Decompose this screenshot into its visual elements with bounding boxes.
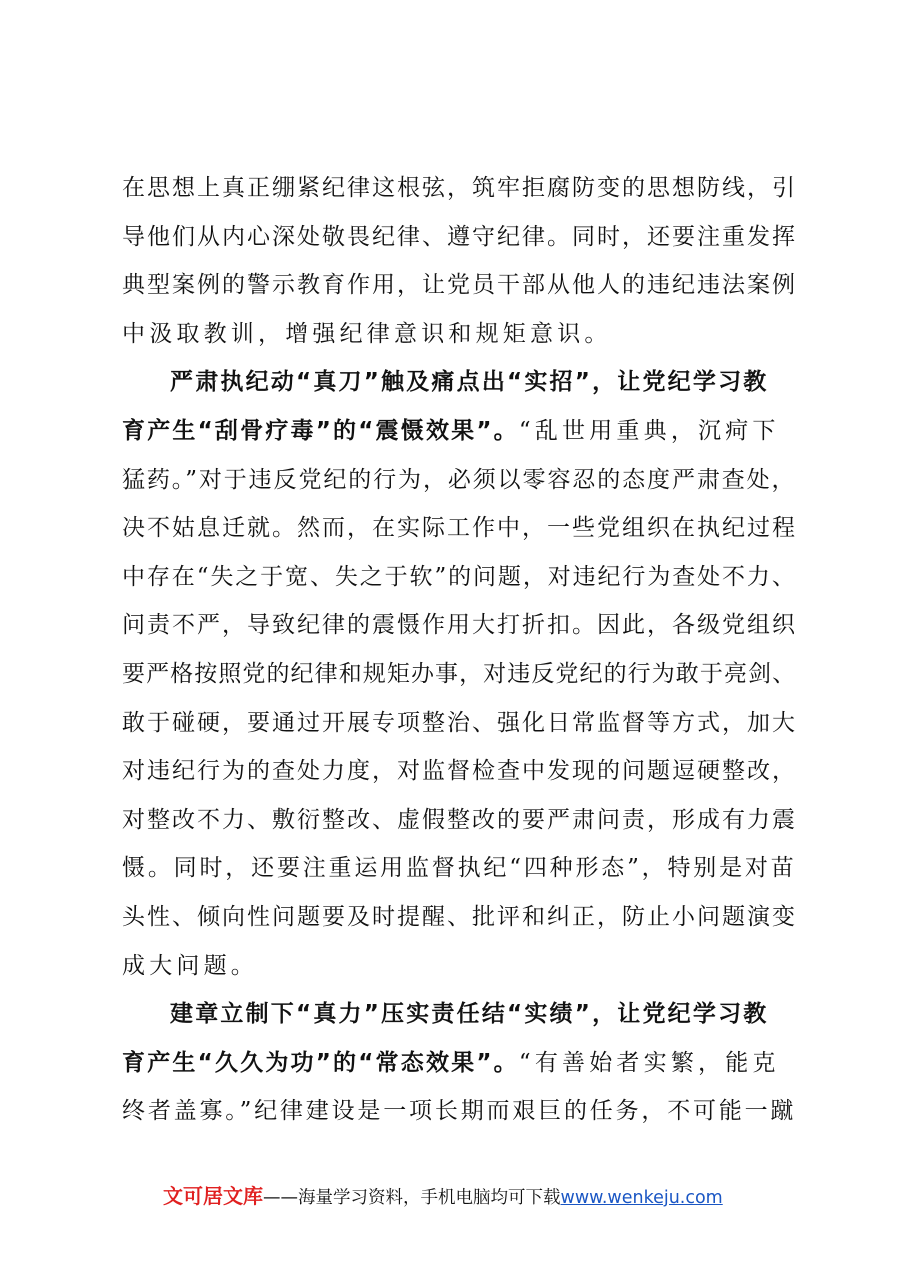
text-line xyxy=(122,456,798,505)
text-line xyxy=(122,990,798,1039)
heading-text: 育产生“刮骨疗毒”的“震慑效果”。 xyxy=(122,417,519,444)
text-line xyxy=(122,601,798,650)
text-line xyxy=(122,747,798,796)
footer-tagline: ——海量学习资料，手机电脑均可下载 xyxy=(263,1188,561,1208)
footer-banner xyxy=(163,1183,803,1209)
text-line xyxy=(122,553,798,602)
text-line xyxy=(122,844,798,893)
body-text: 终者盖寡。”纪律建设是一项长期而艰巨的任务，不可能一蹴 xyxy=(122,1098,797,1125)
text-line xyxy=(122,213,798,262)
body-text: 敢于碰硬，要通过开展专项整治、强化日常监督等方式，加大 xyxy=(122,709,798,736)
heading-text: 严肃执纪动“真刀”触及痛点出“实招”，让党纪学习教 xyxy=(170,369,769,396)
footer-website-link[interactable]: www.wenkeju.com xyxy=(560,1188,723,1208)
text-line xyxy=(122,650,798,699)
text-line xyxy=(122,310,798,359)
footer-brand: 文可居文库 xyxy=(163,1184,263,1208)
heading-text: 育产生“久久为功”的“常态效果”。 xyxy=(122,1049,519,1076)
text-line xyxy=(122,504,798,553)
text-line xyxy=(122,942,798,991)
text-line xyxy=(122,164,798,213)
text-line xyxy=(122,796,798,845)
body-text: 对违纪行为的查处力度，对监督检查中发现的问题逗硬整改， xyxy=(122,758,798,785)
body-text: 问责不严，导致纪律的震慑作用大打折扣。因此，各级党组织 xyxy=(122,612,798,639)
text-line xyxy=(122,1087,798,1136)
body-text: 中存在“失之于宽、失之于软”的问题，对违纪行为查处不力、 xyxy=(122,563,797,590)
body-text: 头性、倾向性问题要及时提醒、批评和纠正，防止小问题演变 xyxy=(122,903,798,930)
body-text: 在思想上真正绷紧纪律这根弦，筑牢拒腐防变的思想防线，引 xyxy=(122,175,798,201)
heading-text: 建章立制下“真力”压实责任结“实绩”，让党纪学习教 xyxy=(170,1001,769,1028)
body-text: 中汲取教训，增强纪律意识和规矩意识。 xyxy=(122,320,612,347)
text-line xyxy=(122,261,798,310)
body-text: 成大问题。 xyxy=(122,952,258,979)
text-line xyxy=(122,893,798,942)
body-text: “乱世用重典，沉疴下 xyxy=(518,417,780,444)
body-text: 典型案例的警示教育作用，让党员干部从他人的违纪违法案例 xyxy=(122,272,798,299)
text-line xyxy=(122,699,798,748)
body-text: 对整改不力、敷衍整改、虚假整改的要严肃问责，形成有力震 xyxy=(122,806,798,833)
text-line xyxy=(122,358,798,407)
body-text: 猛药。”对于违反党纪的行为，必须以零容忍的态度严肃查处， xyxy=(122,466,797,493)
document-body xyxy=(122,164,798,1136)
body-text: 导他们从内心深处敬畏纪律、遵守纪律。同时，还要注重发挥 xyxy=(122,223,798,250)
body-text: 决不姑息迁就。然而，在实际工作中，一些党组织在执纪过程 xyxy=(122,515,798,542)
text-line xyxy=(122,1039,798,1088)
body-text: 慑。同时，还要注重运用监督执纪“四种形态”，特别是对苗 xyxy=(122,855,797,882)
body-text: “有善始者实繁，能克 xyxy=(518,1049,780,1076)
text-line xyxy=(122,407,798,456)
body-text: 要严格按照党的纪律和规矩办事，对违反党纪的行为敢于亮剑、 xyxy=(122,660,797,687)
